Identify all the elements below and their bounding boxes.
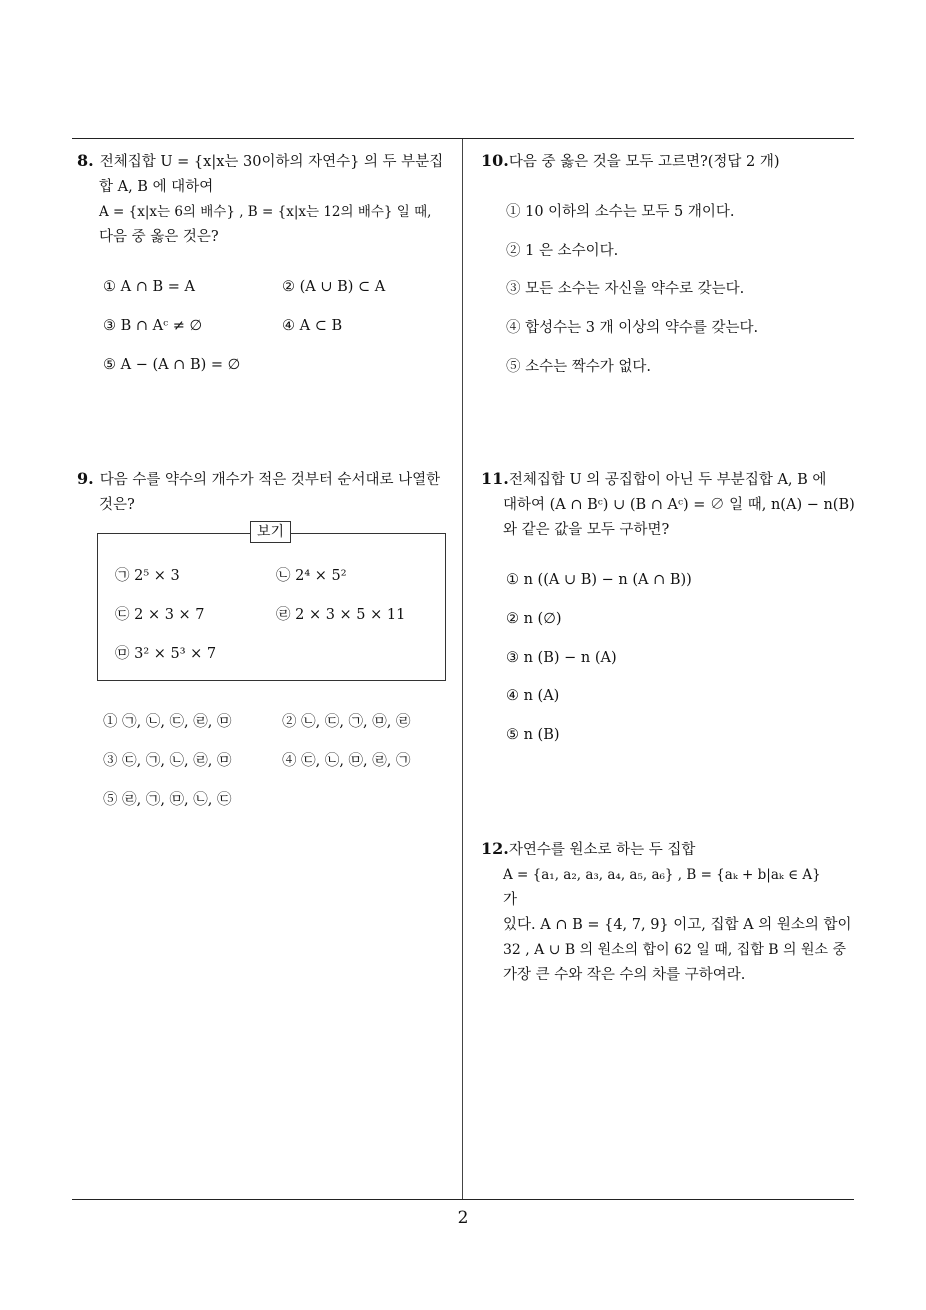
q8-option-1[interactable]: ① A ∩ B = A	[103, 279, 195, 295]
question-line: 가	[503, 892, 518, 908]
question-line: 것은?	[99, 497, 135, 513]
q11-option-3[interactable]: ③ n (B) − n (A)	[506, 650, 617, 666]
question-11	[481, 466, 866, 543]
page-number: 2	[457, 1208, 469, 1228]
box-item: ㉤ 3² × 5³ × 7	[115, 646, 217, 662]
q8-option-3[interactable]: ③ B ∩ Aᶜ ≠ ∅	[103, 318, 203, 334]
question-line: 전체집합 U 의 공집합이 아닌 두 부분집합 A, B 에	[508, 472, 827, 488]
q11-option-1[interactable]: ① n ((A ∪ B) − n (A ∩ B))	[506, 572, 692, 588]
question-12	[481, 836, 866, 988]
question-line: 대하여 (A ∩ Bᶜ) ∪ (B ∩ Aᶜ) = ∅ 일 때, n(A) − n(B)	[503, 497, 855, 513]
bottom-rule	[72, 1199, 854, 1200]
q11-option-2[interactable]: ② n (∅)	[506, 611, 562, 627]
box-item: ㉢ 2 × 3 × 7	[115, 607, 205, 623]
box-item: ㉠ 2⁵ × 3	[115, 568, 180, 584]
q11-option-4[interactable]: ④ n (A)	[506, 688, 560, 704]
q9-option-4[interactable]: ④ ㉢, ㉡, ㉤, ㉣, ㉠	[282, 753, 411, 769]
q8-option-5[interactable]: ⑤ A − (A ∩ B) = ∅	[103, 357, 241, 373]
question-line: 다음 수를 약수의 개수가 적은 것부터 순서대로 나열한	[99, 472, 441, 488]
q8-option-4[interactable]: ④ A ⊂ B	[282, 318, 343, 334]
question-8	[77, 148, 462, 250]
q9-option-2[interactable]: ② ㉡, ㉢, ㉠, ㉤, ㉣	[282, 714, 411, 730]
question-number: 10.	[481, 151, 509, 170]
question-line: 와 같은 값을 모두 구하면?	[503, 522, 670, 538]
q9-option-1[interactable]: ① ㉠, ㉡, ㉢, ㉣, ㉤	[103, 714, 232, 730]
question-number: 12.	[481, 839, 509, 858]
column-divider	[462, 139, 463, 1199]
q10-option-2[interactable]: ② 1 은 소수이다.	[506, 243, 619, 259]
question-line: 있다. A ∩ B = {4, 7, 9} 이고, 집합 A 의 원소의 합이	[503, 917, 852, 933]
box-item: ㉣ 2 × 3 × 5 × 11	[276, 607, 406, 623]
q9-option-3[interactable]: ③ ㉢, ㉠, ㉡, ㉣, ㉤	[103, 753, 232, 769]
question-number: 9.	[77, 469, 94, 488]
question-9	[77, 466, 462, 518]
example-box-title: 보기	[250, 521, 291, 543]
question-line: 가장 큰 수와 작은 수의 차를 구하여라.	[503, 967, 746, 983]
question-line: 다음 중 옳은 것을 모두 고르면?(정답 2 개)	[508, 154, 780, 170]
question-line: A = {x|x는 6의 배수} , B = {x|x는 12의 배수} 일 때,	[99, 204, 432, 220]
top-rule	[72, 138, 854, 139]
question-number: 11.	[481, 469, 509, 488]
question-10	[481, 148, 861, 175]
q10-option-1[interactable]: ① 10 이하의 소수는 모두 5 개이다.	[506, 204, 735, 220]
question-line: 전체집합 U = {x|x는 30이하의 자연수} 의 두 부분집	[99, 154, 444, 170]
question-line: 자연수를 원소로 하는 두 집합	[508, 842, 696, 858]
q10-option-3[interactable]: ③ 모든 소수는 자신을 약수로 갖는다.	[506, 281, 745, 297]
question-number: 8.	[77, 151, 94, 170]
q10-option-5[interactable]: ⑤ 소수는 짝수가 없다.	[506, 359, 651, 375]
q8-option-2[interactable]: ② (A ∪ B) ⊂ A	[282, 279, 386, 295]
question-line: A = {a₁, a₂, a₃, a₄, a₅, a₆} , B = {aₖ + b|aₖ ∈ A}	[503, 867, 821, 883]
q9-option-5[interactable]: ⑤ ㉣, ㉠, ㉤, ㉡, ㉢	[103, 792, 232, 808]
question-line: 합 A, B 에 대하여	[99, 179, 214, 195]
box-item: ㉡ 2⁴ × 5²	[276, 568, 347, 584]
question-line: 32 , A ∪ B 의 원소의 합이 62 일 때, 집합 B 의 원소 중	[503, 942, 847, 958]
q11-option-5[interactable]: ⑤ n (B)	[506, 727, 560, 743]
q10-option-4[interactable]: ④ 합성수는 3 개 이상의 약수를 갖는다.	[506, 320, 759, 336]
question-line: 다음 중 옳은 것은?	[99, 229, 219, 245]
